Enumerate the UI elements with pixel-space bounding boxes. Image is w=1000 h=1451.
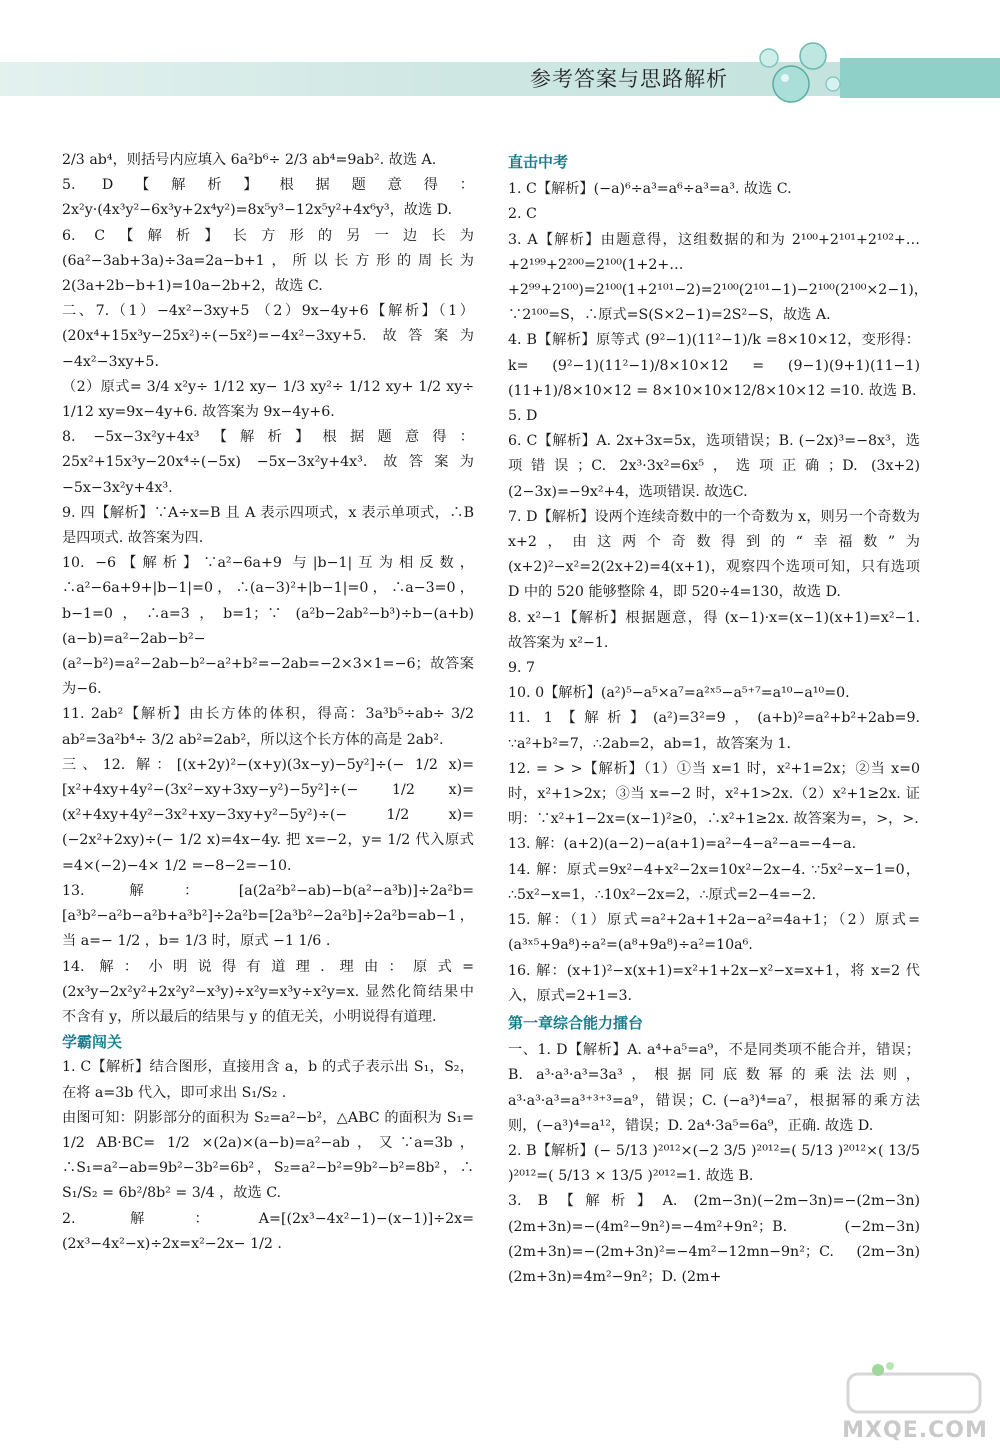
answer-item: 11. 2ab²【解析】由长方体的体积，得高：3a³b⁵÷ab÷ 3/2 ab²=3a²b⁴÷ 3/2 ab²=2ab²，所以这个长方体的高是 2ab².	[62, 706, 474, 748]
answer-item: 10. 0【解析】(a²)⁵−a⁵×a⁷=a²ˣ⁵−a⁵⁺⁷=a¹⁰−a¹⁰=0.	[508, 685, 850, 702]
answer-item: 5. D	[508, 408, 538, 425]
answer-item: 三、12. 解：[(x+2y)²−(x+y)(3x−y)−5y²]÷(− 1/2 x)=[x²+4xy+4y²−(3x²−xy+3xy−y²)−5y²]÷(− 1/2 x)=(x²+4xy+4y²−3x²+xy−3xy+y²−5y²)÷(− 1/2 x)=(−2x²+2xy)÷(− 1/2 x)=4x−4y. 把 x=−2，y= 1/2 代入原式=4×(−2)−4× 1/2 =−8−2=−10.	[62, 756, 474, 874]
answer-item: 2. 解：A=[(2x³−4x²−1)−(x−1)]÷2x=(2x³−4x²−x)÷2x=x²−2x− 1/2 .	[62, 1210, 474, 1252]
watermark-logo-icon	[844, 1360, 984, 1418]
answer-item: 7. D【解析】设两个连续奇数中的一个奇数为 x，则另一个奇数为 x+2，由这两个奇数得到的“幸福数”为 (x+2)²−x²=2(2x+2)=4(x+1)，观察四个选项可知，只有选项 D 中的 520 能够整除 4，即 520÷4=130，故选 D.	[508, 508, 920, 601]
left-column	[62, 148, 474, 1257]
header-accent-block	[840, 58, 1000, 98]
answer-item: 由图可知：阴影部分的面积为 S₂=a²−b²，△ABC 的面积为 S₁= 1/2 AB·BC= 1/2 ×(2a)×(a−b)=a²−ab，又∵a=3b，∴S₁=a²−ab=9b²−3b²=6b²，S₂=a²−b²=9b²−b²=8b²，∴ S₁/S₂ = 6b²/8b² = 3/4 ，故选 C.	[62, 1109, 474, 1202]
answer-item: 13. 解：[a(2a²b²−ab)−b(a²−a³b)]÷2a²b=[a³b²−a²b−a²b+a³b²]÷2a²b=[2a³b²−2a²b]÷2a²b=ab−1，当 a=− 1/2 ，b= 1/3 时，原式 −1 1/6 .	[62, 882, 474, 950]
watermark	[830, 1360, 1000, 1451]
answer-item: 6. C【解析】A. 2x+3x=5x，选项错误；B. (−2x)³=−8x³，选项错误；C. 2x³·3x²=6x⁵，选项正确；D. (3x+2)(2−3x)=−9x²+4，选项错误. 故选C.	[508, 433, 920, 500]
answer-item: 6. C【解析】长方形的另一边长为 (6a²−3ab+3a)÷3a=2a−b+1，所以长方形的周长为 2(3a+2b−b+1)=10a−2b+2，故选 C.	[62, 227, 474, 295]
answer-item: 11. 1【解析】(a²)=3²=9，(a+b)²=a²+b²+2ab=9. ∵a²+b²=7，∴2ab=2，ab=1，故答案为 1.	[508, 710, 920, 752]
section-title-zhongkao: 直击中考	[508, 153, 569, 171]
answer-item: 13. 解：(a+2)(a−2)−a(a+1)=a²−4−a²−a=−4−a.	[508, 836, 857, 853]
answer-item: 14. 解：小明说得有道理. 理由：原式=(2x³y−2x²y²+2x²y²−x³y)÷x²y=x³y÷x²y=x. 显然化简结果中不含有 y，所以最后的结果与 y 的值无关，小明说得有道理.	[62, 958, 474, 1025]
bubbles-decoration-icon	[745, 40, 845, 104]
answer-item: 10. −6【解析】∵a²−6a+9 与|b−1|互为相反数，∴a²−6a+9+|b−1|=0，∴(a−3)²+|b−1|=0，∴a−3=0，b−1=0，∴a=3，b=1；∵ (a²b−2ab²−b³)÷b−(a+b)(a−b)=a²−2ab−b²−(a²−b²)=a²−2ab−b²−a²+b²=−2ab=−2×3×1=−6；故答案为−6.	[62, 555, 474, 698]
answer-item: 二、7.（1）−4x²−3xy+5 （2）9x−4y+6【解析】（1）(20x⁴+15x³y−25x²)÷(−5x²)=−4x²−3xy+5. 故答案为−4x²−3xy+5.	[62, 303, 474, 370]
answer-item: 12. = > >【解析】（1）①当 x=1 时，x²+1=2x；②当 x=0 时，x²+1>2x；③当 x=−2 时，x²+1>2x.（2）x²+1≥2x. 证明：∵x²+1−2x=(x−1)²≥0，∴x²+1≥2x. 故答案为=，>，>.	[508, 760, 920, 828]
right-column	[508, 148, 928, 1290]
answer-item: 8. x²−1【解析】根据题意，得 (x−1)·x=(x−1)(x+1)=x²−1. 故答案为 x²−1.	[508, 609, 920, 651]
answer-item: 4. B【解析】原等式 (9²−1)(11²−1)/k =8×10×12，变形得：k= (9²−1)(11²−1)/8×10×12 = (9−1)(9+1)(11−1)(11+1)/8×10×12 = 8×10×10×12/8×10×12 =10. 故选 B.	[508, 332, 920, 399]
answer-item: 8. −5x−3x²y+4x³【解析】根据题意得：25x²+15x³y−20x⁴÷(−5x) −5x−3x²y+4x³. 故答案为−5x−3x²y+4x³.	[62, 429, 474, 496]
section-title-chapter-one: 第一章综合能力擂台	[508, 1013, 644, 1032]
answer-item: 2. C	[508, 206, 537, 223]
answer-item: 2/3 ab⁴，则括号内应填入 6a²b⁶÷ 2/3 ab⁴=9ab². 故选 A.	[62, 152, 437, 168]
answer-item: 9. 四【解析】∵A÷x=B 且 A 表示四项式，x 表示单项式，∴B 是四项式. 故答案为四.	[62, 504, 474, 547]
answer-item: （2）原式= 3/4 x²y÷ 1/12 xy− 1/3 xy²÷ 1/12 xy+ 1/2 xy÷ 1/12 xy=9x−4y+6. 故答案为 9x−4y+6.	[62, 378, 474, 421]
answer-item: 1. C【解析】结合图形，直接用含 a，b 的式子表示出 S₁，S₂，在将 a=3b 代入，即可求出 S₁/S₂ .	[62, 1059, 474, 1101]
answer-item: 3. B【解析】A. (2m−3n)(−2m−3n)=−(2m−3n)(2m+3n)=−(4m²−9n²)=−4m²+9n²；B. (−2m−3n)(2m+3n)=−(2m+3n)²=−4m²−12mn−9n²；C. (2m−3n)(2m+3n)=4m²−9n²；D. (2m+	[508, 1193, 920, 1285]
answer-item: 1. C【解析】(−a)⁶÷a³=a⁶÷a³=a³. 故选 C.	[508, 181, 792, 198]
answer-item: 14. 解：原式=9x²−4+x²−2x=10x²−2x−4. ∵5x²−x−1=0，∴5x²−x=1，∴10x²−2x=2，∴原式=2−4=−2.	[508, 861, 920, 903]
answer-item: 3. A【解析】由题意得，这组数据的和为 2¹⁰⁰+2¹⁰¹+2¹⁰²+…+2¹⁹⁹+2²⁰⁰=2¹⁰⁰(1+2+…+2⁹⁹+2¹⁰⁰)=2¹⁰⁰(1+2¹⁰¹−2)=2¹⁰⁰(2¹⁰¹−1)−2¹⁰⁰(2¹⁰⁰×2−1)，∵2¹⁰⁰=S，∴原式=S(S×2−1)=2S²−S，故选 A.	[508, 231, 928, 324]
answer-item: 16. 解：(x+1)²−x(x+1)=x²+1+2x−x²−x=x+1，将 x=2 代入，原式=2+1=3.	[508, 962, 920, 1004]
watermark-text: MXQE.COM	[842, 1418, 988, 1443]
header-title: 参考答案与思路解析	[530, 67, 728, 91]
answer-item: 9. 7	[508, 660, 536, 677]
answer-item: 15. 解：（1）原式=a²+2a+1+2a−a²=4a+1；（2）原式=(a³ˣ⁵+9a⁸)÷a²=(a⁸+9a⁸)÷a²=10a⁶.	[508, 912, 920, 954]
answer-item: 2. B【解析】(− 5/13 )²⁰¹²×(−2 3/5 )²⁰¹²=( 5/13 )²⁰¹²×( 13/5 )²⁰¹²=( 5/13 × 13/5 )²⁰¹²=1. 故选 B.	[508, 1142, 920, 1185]
answer-item: 5. D【解析】根据题意得：2x²y·(4x³y²−6x³y+2x⁴y²)=8x⁵y³−12x⁵y²+4x⁶y³，故选 D.	[62, 177, 474, 219]
section-title-xueba: 学霸闯关	[62, 1033, 123, 1052]
answer-item: 一、1. D【解析】A. a⁴+a⁵=a⁹，不是同类项不能合并，错误；B. a³·a³·a³=3a³，根据同底数幂的乘法法则，a³·a³·a³=a³⁺³⁺³=a⁹，错误；C. (−a³)⁴=a⁷，根据幂的乘方法则，(−a³)⁴=a¹²，错误；D. 2a⁴·3a⁵=6a⁹，正确. 故选 D.	[508, 1042, 920, 1134]
page-header	[0, 0, 1000, 100]
